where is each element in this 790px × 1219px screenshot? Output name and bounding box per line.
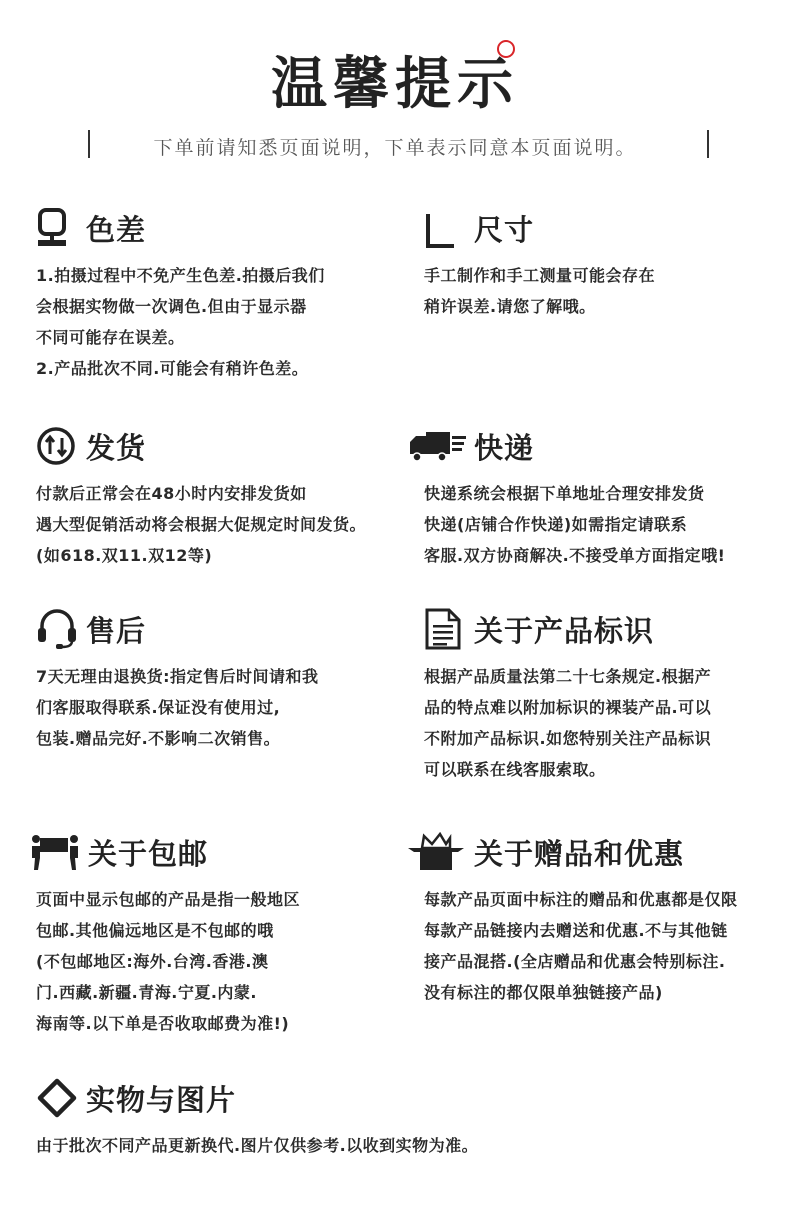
section-text-line: (如618.双11.双12等) bbox=[36, 546, 213, 565]
ruler-icon bbox=[424, 206, 468, 250]
section-text-line: 客服.双方协商解决.不接受单方面指定哦! bbox=[424, 546, 726, 565]
section-product-images bbox=[36, 1074, 756, 1161]
section-text-line: 们客服取得联系.保证没有使用过, bbox=[36, 698, 281, 717]
section-text-line: 快递系统会根据下单地址合理安排发货 bbox=[424, 484, 705, 503]
section-text-line: 1.拍摄过程中不免产生色差.拍摄后我们 bbox=[36, 266, 325, 285]
section-text-line: (不包邮地区:海外.台湾.香港.澳 bbox=[36, 952, 269, 971]
section-express bbox=[408, 422, 768, 571]
section-text-line: 门.西藏.新疆.青海.宁夏.内蒙. bbox=[36, 983, 257, 1002]
section-text-line: 包装.赠品完好.不影响二次销售。 bbox=[36, 729, 281, 748]
section-text-line: 根据产品质量法第二十七条规定.根据产 bbox=[424, 667, 712, 686]
section-free-shipping bbox=[30, 828, 390, 1039]
section-title: 快递 bbox=[474, 430, 535, 465]
section-text-line: 不附加产品标识.如您特别关注产品标识 bbox=[424, 729, 712, 748]
section-title: 尺寸 bbox=[474, 212, 535, 247]
section-text-line: 可以联系在线客服索取。 bbox=[424, 760, 606, 779]
headset-icon bbox=[36, 607, 80, 651]
section-shipping bbox=[36, 422, 396, 571]
section-size bbox=[424, 204, 784, 322]
section-title: 关于包邮 bbox=[88, 836, 209, 871]
page-subtitle: 下单前请知悉页面说明，下单表示同意本页面说明。 bbox=[153, 137, 637, 159]
gift-box-icon bbox=[406, 830, 468, 874]
section-title: 发货 bbox=[86, 430, 147, 465]
section-after-sales bbox=[36, 605, 396, 754]
page-title: 温馨提示 bbox=[271, 51, 519, 117]
section-text-line: 接产品混搭.(全店赠品和优惠会特别标注. bbox=[424, 952, 726, 971]
section-product-label bbox=[424, 605, 784, 785]
section-title: 关于产品标识 bbox=[474, 613, 655, 648]
section-text-line: 付款后正常会在48小时内安排发货如 bbox=[36, 484, 307, 503]
monitor-icon bbox=[36, 206, 80, 250]
section-color-difference bbox=[36, 204, 396, 384]
section-text-line: 包邮.其他偏远地区是不包邮的哦 bbox=[36, 921, 274, 940]
section-text-line: 手工制作和手工测量可能会存在 bbox=[424, 266, 656, 285]
section-text-line: 每款产品链接内去赠送和优惠.不与其他链 bbox=[424, 921, 728, 940]
section-text-line: 遇大型促销活动将会根据大促规定时间发货。 bbox=[36, 515, 367, 534]
truck-icon bbox=[408, 424, 468, 468]
section-title: 关于赠品和优惠 bbox=[474, 836, 685, 871]
title-red-circle-icon bbox=[497, 40, 515, 58]
refresh-icon bbox=[36, 424, 80, 468]
document-icon bbox=[424, 607, 468, 651]
section-text-line: 页面中显示包邮的产品是指一般地区 bbox=[36, 890, 301, 909]
section-title: 售后 bbox=[86, 613, 147, 648]
section-text-line: 快递(店铺合作快递)如需指定请联系 bbox=[424, 515, 688, 534]
section-gifts-discounts bbox=[406, 828, 786, 1008]
section-text-line: 7天无理由退换货:指定售后时间请和我 bbox=[36, 667, 319, 686]
section-text-line: 品的特点难以附加标识的裸装产品.可以 bbox=[424, 698, 712, 717]
section-text-line: 稍许误差.请您了解哦。 bbox=[424, 297, 596, 316]
section-text-line: 会根据实物做一次调色.但由于显示器 bbox=[36, 297, 307, 316]
section-title: 实物与图片 bbox=[86, 1082, 237, 1117]
section-title: 色差 bbox=[86, 212, 147, 247]
section-text-line: 没有标注的都仅限单独链接产品) bbox=[424, 983, 663, 1002]
section-text-line: 由于批次不同产品更新换代.图片仅供参考.以收到实物为准。 bbox=[36, 1136, 479, 1155]
section-text-line: 海南等.以下单是否收取邮费为准!) bbox=[36, 1014, 290, 1033]
section-text-line: 不同可能存在误差。 bbox=[36, 328, 185, 347]
section-text-line: 每款产品页面中标注的赠品和优惠都是仅限 bbox=[424, 890, 738, 909]
section-text-line: 2.产品批次不同.可能会有稍许色差。 bbox=[36, 359, 309, 378]
diamond-icon bbox=[36, 1076, 80, 1120]
subtitle-right-bar bbox=[707, 130, 709, 158]
movers-icon bbox=[30, 830, 82, 874]
